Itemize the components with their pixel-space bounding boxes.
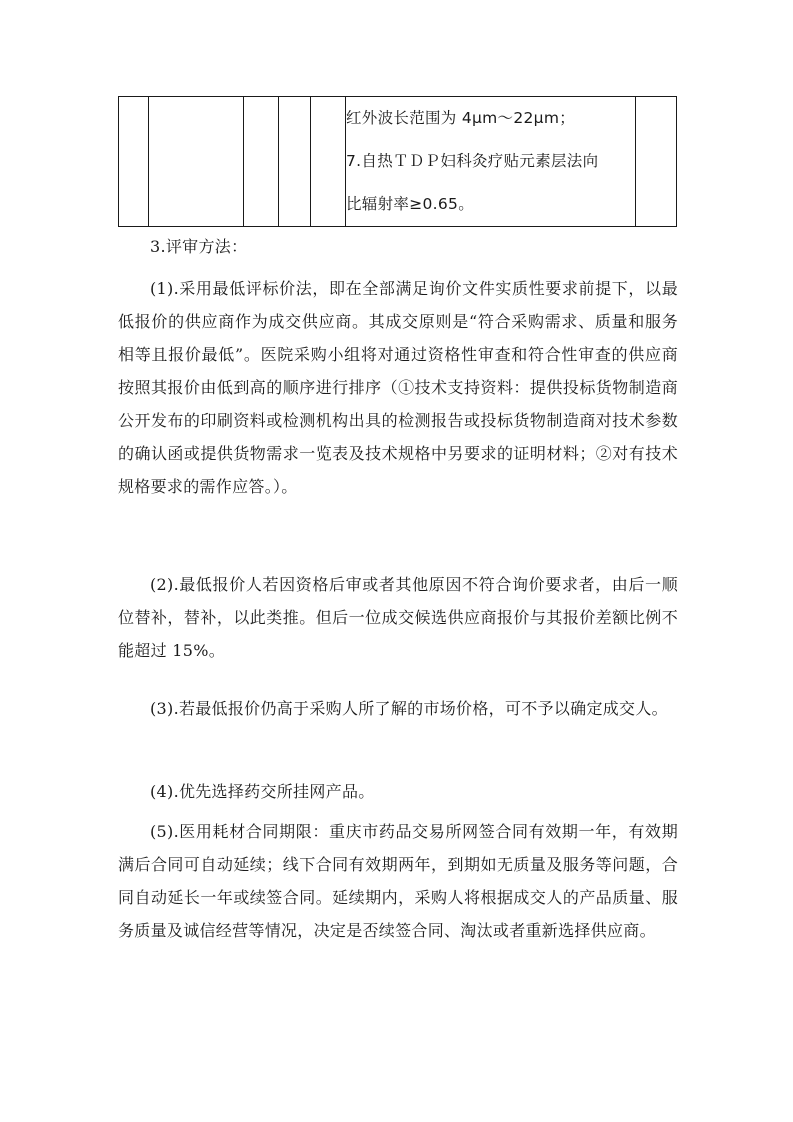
paragraph-4: (4).优先选择药交所挂网产品。 [150, 782, 375, 801]
section-heading: 3.评审方法： [150, 237, 248, 256]
spec-table-fragment [118, 96, 677, 227]
spec-line: 比辐射率≥0.65。 [346, 195, 474, 213]
paragraph-1: (1).采用最低评标价法，即在全部满足询价文件实质性要求前提下，以最低报价的供应商作为成交供应商。其成交原则是“符合采购需求、质量和服务相等且报价最低”。医院采购小组将对通过资格性审查和符合性审查的供应商按照其报价由低到高的顺序进行排序（①技术支持资料：提供投标货物制造商公开发布的印刷资料或检测机构出具的检测报告或投标货物制造商对技术参数的确认函或提供货物需求一览表及技术规格中另要求的证明材料；②对有技术规格要求的需作应答。）。 [118, 279, 678, 496]
paragraph-2: (2).最低报价人若因资格后审或者其他原因不符合询价要求者，由后一顺位替补，替补，以此类推。但后一位成交候选供应商报价与其报价差额比例不能超过 15%。 [118, 575, 678, 660]
spec-line: 7.自热ＴＤＰ妇科灸疗贴元素层法向 [346, 152, 599, 170]
table-cell [279, 97, 311, 227]
table-cell [311, 97, 346, 227]
paragraph-5: (5).医用耗材合同期限：重庆市药品交易所网签合同有效期一年，有效期满后合同可自动延续；线下合同有效期两年，到期如无质量及服务等问题，合同自动延长一年或续签合同。延续期内，采购人将根据成交人的产品质量、服务质量及诚信经营等情况，决定是否续签合同、淘汰或者重新选择供应商。 [118, 822, 678, 940]
spec-cell [346, 97, 636, 227]
table-row [119, 97, 677, 227]
spec-line: 红外波长范围为 4μm～22μm； [346, 109, 576, 127]
paragraph-3: (3).若最低报价仍高于采购人所了解的市场价格，可不予以确定成交人。 [150, 699, 668, 718]
table-cell [636, 97, 677, 227]
table-cell [244, 97, 279, 227]
table-cell [149, 97, 244, 227]
table-cell [119, 97, 149, 227]
